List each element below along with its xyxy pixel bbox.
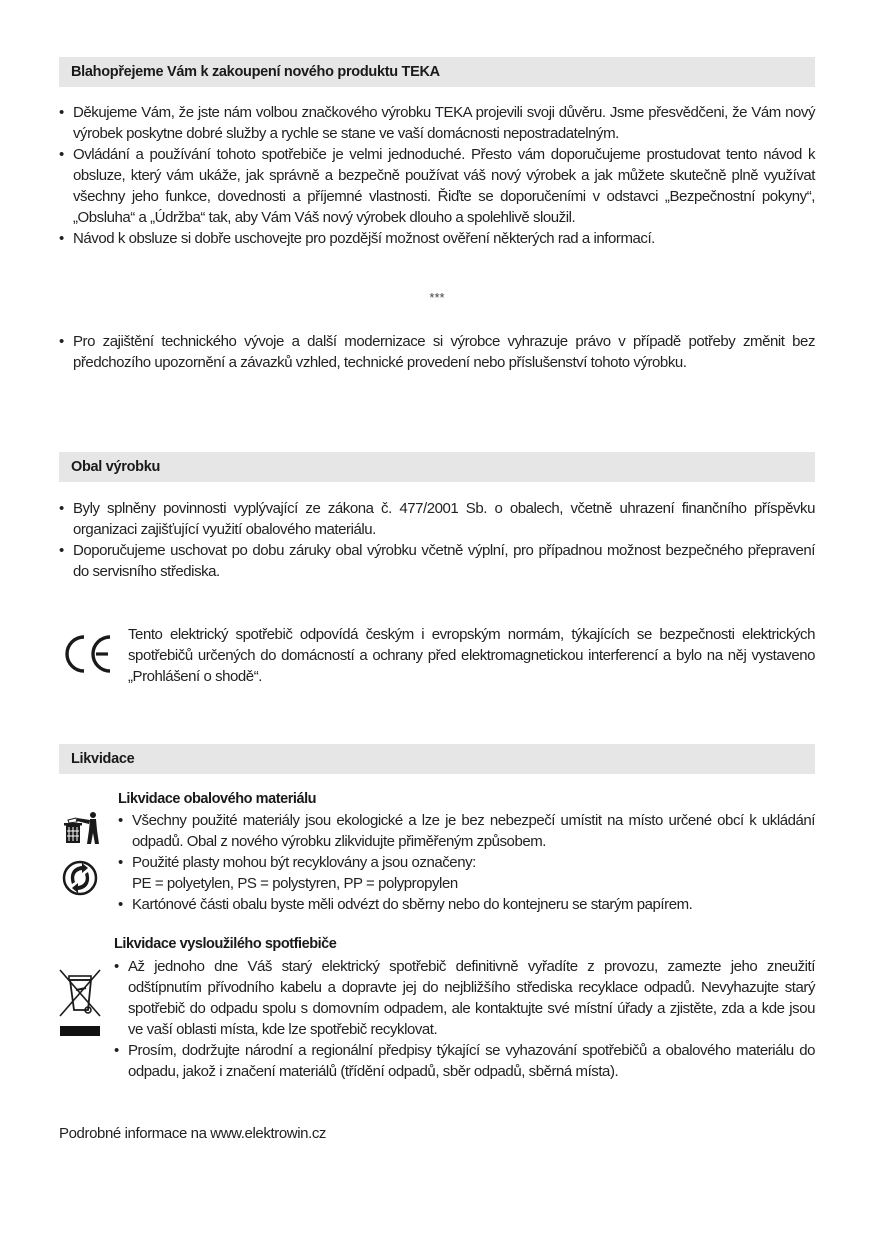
list-item: • Děkujeme Vám, že jste nám volbou značkového výrobku TEKA projevili svoji důvěru. Jsme přesvědčeni, že Vám nový výrobek poskytne dobré služby a rychle se stane ve vaší domácnosti nepostradatelným. [59, 102, 815, 144]
list-item: • Ovládání a používání tohoto spotřebiče je velmi jednoduché. Přesto vám doporučujeme prostudovat tento návod k obsluze, který vám ukáže, jak správně a bezpečně používat váš nový výrobek a jak můžete skutečně plně využívat všechny jeho funkce, dovednosti a příjemné vlastnosti. Řiďte se doporučeními v odstavci „Bezpečnostní pokyny“, „Obsluha“ a „Údržba“ tak, aby Vám Váš nový výrobek dlouho a spolehlivě sloužil. [59, 144, 815, 228]
list-item: • Návod k obsluze si dobře uschovejte pro pozdější možnost ověření některých rad a informací. [59, 228, 815, 249]
section-heading-packaging: Obal výrobku [59, 452, 815, 482]
footer-info-link: Podrobné informace na www.elektrowin.cz [59, 1125, 327, 1142]
appliance-disposal-bullets [114, 956, 815, 1082]
list-item: • Až jednoho dne Váš starý elektrický spotřebič definitivně vyřadíte z provozu, zamezte jeho zneužití odštípnutím přívodního kabelu a dopravte jej do nejbližšího střediska recyklace odpadů. Nevyhazujte starý spotřebič do odpadu spolu s domovním odpadem, ale kontaktujte své místní úřady a zjistěte, zda a kde jsou ve vaší oblasti místa, kde lze spotřebič recyklovat. [114, 956, 815, 1040]
list-item: • Pro zajištění technického vývoje a další modernizace si výrobce vyhrazuje právo v případě potřeby změnit bez předchozího upozornění a závazků vzhled, technické provedení nebo příslušenství tohoto výrobku. [59, 331, 815, 373]
plastics-codes: PE = polyetylen, PS = polystyren, PP = polypropylen [132, 875, 458, 892]
green-dot-recycle-icon [62, 860, 98, 896]
tidy-man-bin-icon [62, 811, 102, 847]
ce-mark-icon [62, 633, 114, 675]
list-item: • Prosím, dodržujte národní a regionální předpisy týkající se vyhazování spotřebičů a obalového materiálu do odpadu, jakož i značení materiálů (třídění odpadů, sběr odpadů, sběrná místa). [114, 1040, 815, 1082]
separator-stars: *** [429, 290, 445, 305]
packaging-disposal-bullets [118, 810, 815, 915]
ce-declaration-text: Tento elektrický spotřebič odpovídá českým i evropským normám, týkajících se bezpečnosti elektrických spotřebičů určených do domácností a ochrany před elektromagnetickou interferencí a bylo na něj vystaveno „Prohlášení o shodě“. [128, 626, 815, 685]
subheading-appliance-disposal: Likvidace vysloužilého spotfiebiče [114, 936, 337, 952]
crossed-out-wheelie-bin-icon [56, 966, 104, 1038]
packaging-bullets [59, 498, 815, 582]
list-item: • Doporučujeme uschovat po dobu záruky obal výrobku včetně výplní, pro případnou možnost bezpečného přepravení do servisního střediska. [59, 540, 815, 582]
plastics-intro: • Použité plasty mohou být recyklovány a jsou označeny: [132, 854, 476, 871]
welcome-bullets [59, 102, 815, 249]
list-item [118, 852, 815, 894]
subheading-packaging-disposal: Likvidace obalového materiálu [118, 791, 317, 807]
section-heading-welcome: Blahopřejeme Vám k zakoupení nového produktu TEKA [59, 57, 815, 87]
modernization-note [59, 331, 815, 373]
list-item: • Byly splněny povinnosti vyplývající ze zákona č. 477/2001 Sb. o obalech, včetně uhrazení finančního příspěvku organizaci zajišťující využití obalového materiálu. [59, 498, 815, 540]
list-item: • Kartónové části obalu byste měli odvézt do sběrny nebo do kontejneru se starým papírem. [118, 894, 815, 915]
section-heading-disposal: Likvidace [59, 744, 815, 774]
list-item: • Všechny použité materiály jsou ekologické a lze je bez nebezpečí umístit na místo určené obcí k ukládání odpadů. Obal z nového výrobku zlikvidujte přiměřeným způsobem. [118, 810, 815, 852]
